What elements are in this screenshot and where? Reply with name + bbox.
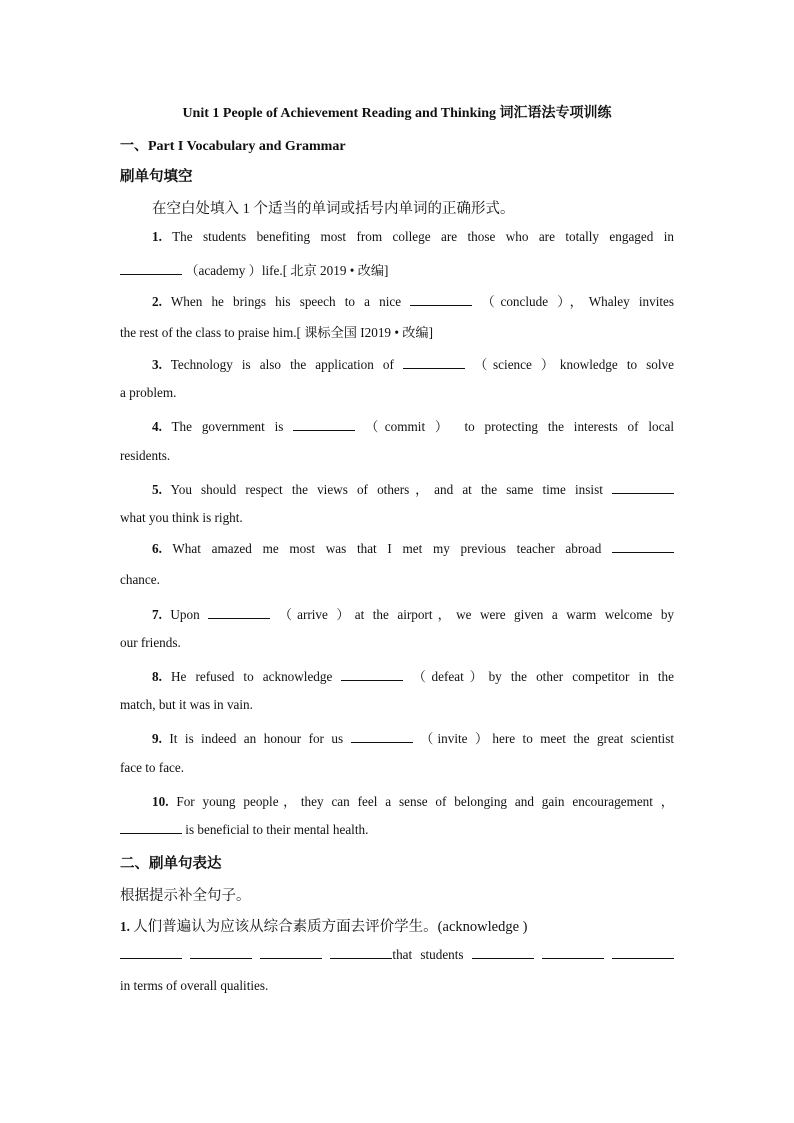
answer-blank[interactable] bbox=[612, 948, 674, 959]
question-text: （defeat）by the other competitor in the bbox=[412, 669, 675, 684]
question-4 bbox=[152, 416, 674, 435]
question-text: is beneficial to their mental health. bbox=[185, 822, 369, 837]
answer-blank[interactable] bbox=[190, 948, 252, 959]
question-text: Technology is also the application of bbox=[170, 357, 394, 372]
answer-blank[interactable] bbox=[472, 948, 534, 959]
question-text: that students bbox=[392, 947, 464, 962]
question-8 bbox=[152, 666, 674, 685]
question-text: The students benefiting most from college are those who are totally engaged in bbox=[172, 229, 675, 244]
answer-blank[interactable] bbox=[341, 670, 403, 681]
answer-blank[interactable] bbox=[120, 948, 182, 959]
expression-1 bbox=[120, 915, 674, 936]
question-number: 6. bbox=[152, 541, 162, 556]
question-number: 10. bbox=[152, 794, 169, 809]
answer-blank[interactable] bbox=[208, 608, 270, 619]
section-heading-1: 一、Part I Vocabulary and Grammar bbox=[120, 139, 346, 154]
question-4-cont: residents. bbox=[120, 448, 171, 463]
question-8-cont: match, but it was in vain. bbox=[120, 697, 253, 712]
question-text: （academy ）life.[ 北京 2019 • 改编] bbox=[185, 263, 389, 278]
question-5 bbox=[152, 479, 674, 498]
question-text: 人们普遍认为应该从综合素质方面去评价学生。(acknowledge ) bbox=[133, 919, 528, 935]
question-number: 5. bbox=[152, 482, 162, 497]
question-10 bbox=[152, 791, 674, 810]
question-text: For young people，they can feel a sense of belonging and gain encouragement ， bbox=[176, 794, 674, 809]
question-text: When he brings his speech to a nice bbox=[170, 294, 402, 309]
expression-1-cont bbox=[120, 947, 674, 963]
answer-blank[interactable] bbox=[120, 823, 182, 834]
question-number: 4. bbox=[152, 419, 162, 434]
question-number: 1. bbox=[152, 229, 162, 244]
instructions-1: 在空白处填入 1 个适当的单词或括号内单词的正确形式。 bbox=[152, 201, 515, 217]
question-text: The government is bbox=[171, 419, 284, 434]
section-heading-2: 二、刷单句表达 bbox=[120, 856, 222, 872]
question-9 bbox=[152, 728, 674, 747]
expression-1-cont2: in terms of overall qualities. bbox=[120, 978, 269, 993]
question-6 bbox=[152, 541, 674, 557]
question-3 bbox=[152, 354, 674, 373]
answer-blank[interactable] bbox=[410, 295, 472, 306]
answer-blank[interactable] bbox=[260, 948, 322, 959]
question-text: （commit ） to protecting the interests of local bbox=[365, 419, 675, 434]
question-7-cont: our friends. bbox=[120, 635, 181, 650]
question-number: 2. bbox=[152, 294, 162, 309]
question-number: 1. bbox=[120, 919, 130, 934]
answer-blank[interactable] bbox=[542, 948, 604, 959]
answer-blank[interactable] bbox=[293, 420, 355, 431]
question-text: It is indeed an honour for us bbox=[169, 731, 344, 746]
instructions-2: 根据提示补全句子。 bbox=[120, 888, 251, 904]
answer-blank[interactable] bbox=[403, 358, 465, 369]
question-10-cont bbox=[120, 822, 674, 838]
question-2 bbox=[152, 291, 674, 310]
answer-blank[interactable] bbox=[351, 732, 413, 743]
answer-blank[interactable] bbox=[612, 542, 674, 553]
question-6-cont: chance. bbox=[120, 572, 160, 587]
question-number: 8. bbox=[152, 669, 162, 684]
question-3-cont: a problem. bbox=[120, 385, 177, 400]
question-9-cont: face to face. bbox=[120, 760, 185, 775]
answer-blank[interactable] bbox=[612, 483, 674, 494]
answer-blank[interactable] bbox=[330, 948, 392, 959]
question-5-cont: what you think is right. bbox=[120, 510, 243, 525]
question-text: What amazed me most was that I met my previous teacher abroad bbox=[172, 541, 602, 556]
subsection-heading-1: 刷单句填空 bbox=[120, 169, 193, 185]
question-number: 3. bbox=[152, 357, 162, 372]
question-number: 7. bbox=[152, 607, 162, 622]
question-1-cont bbox=[120, 260, 674, 279]
question-text: （science ）knowledge to solve bbox=[474, 357, 675, 372]
question-text: （arrive ）at the airport，we were given a warm welcome by bbox=[278, 607, 675, 622]
question-1 bbox=[152, 229, 674, 245]
question-number: 9. bbox=[152, 731, 162, 746]
question-2-cont: the rest of the class to praise him.[ 课标全国 I2019 • 改编] bbox=[120, 325, 433, 340]
question-text: Upon bbox=[170, 607, 200, 622]
question-text: （conclude ），Whaley invites bbox=[481, 294, 675, 309]
question-text: You should respect the views of others，and at the same time insist bbox=[170, 482, 603, 497]
question-7 bbox=[152, 604, 674, 623]
answer-blank[interactable] bbox=[120, 264, 182, 275]
question-text: He refused to acknowledge bbox=[171, 669, 333, 684]
page-title: Unit 1 People of Achievement Reading and Thinking 词汇语法专项训练 bbox=[182, 106, 612, 121]
question-text: （invite ）here to meet the great scientist bbox=[420, 731, 675, 746]
